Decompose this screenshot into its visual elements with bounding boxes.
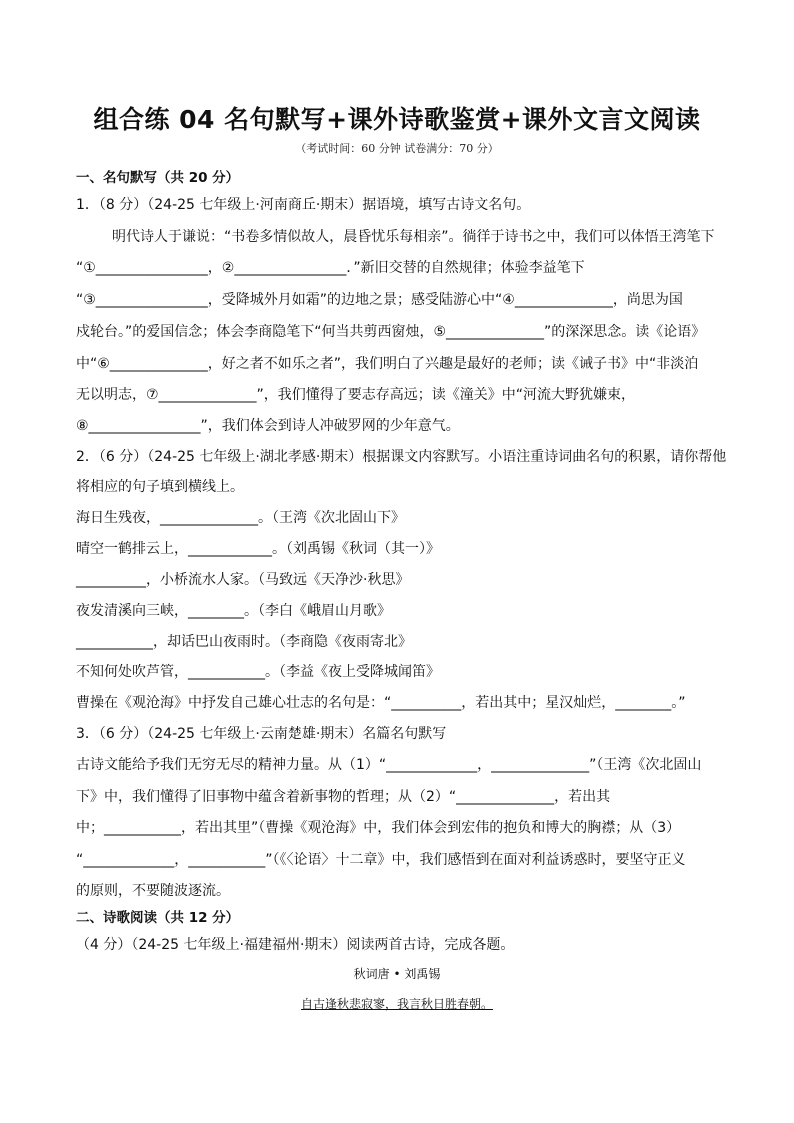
fill-in-line: 曹操在《观沧海》中抒发自己雄心壮志的名句是：“__________，若出其中；星汉灿烂，________。” [76, 695, 686, 711]
question-stem: 3．（6 分）（24-25 七年级上·云南楚雄·期末）名篇名句默写 [76, 726, 447, 742]
question-text-line: “_____________，___________”（《〈论语〉十二章》中，我们感悟到在面对利益诱惑时，要坚守正义 [76, 852, 686, 868]
question-text-line: 中；___________，若出其里”（曹操《观沧海》中，我们体会到宏伟的抱负和博大的胸襟；从（3） [76, 820, 681, 836]
fill-in-line: 不知何处吹芦管，___________。（李益《夜上受降城闻笛》 [76, 664, 440, 680]
question-stem: （4 分）（24-25 七年级上·福建福州·期末）阅读两首古诗，完成各题。 [76, 937, 515, 953]
page-title: 组合练 04 名句默写+课外诗歌鉴赏+课外文言文阅读 [93, 105, 701, 134]
section-heading: 一、名句默写（共 20 分） [76, 170, 240, 186]
question-text-line: 戍轮台。”的爱国信念；体会李商隐笔下“何当共剪西窗烛，⑤______________”的深深思念。读《论语》 [76, 324, 706, 340]
poem-line-text: 自古逢秋悲寂寥，我言秋日胜春朝。 [300, 997, 493, 1011]
question-text-line: 古诗文能给予我们无穷无尽的精神力量。从（1）“_____________，______________”（王湾《次北固山 [76, 757, 702, 773]
question-text-line: 中“⑥______________，好之者不如乐之者”，我们明白了兴趣是最好的老师；读《诫子书》中“非淡泊 [76, 356, 699, 372]
question-stem: 2．（6 分）（24-25 七年级上·湖北孝感·期末）根据课文内容默写。小语注重诗词曲名句的积累，请你帮他 [76, 449, 727, 465]
poem-line [0, 995, 794, 1012]
fill-in-line: 海日生残夜，______________。（王湾《次北固山下》 [76, 510, 405, 526]
fill-in-line: __________，小桥流水人家。（马致远《天净沙·秋思》 [76, 572, 410, 588]
question-text-line: 无以明志，⑦______________”，我们懂得了要志存高远；读《潼关》中“河流大野犹嫌束， [76, 387, 636, 403]
fill-in-line: ___________，却话巴山夜雨时。（李商隐《夜雨寄北》 [76, 634, 412, 650]
fill-in-line: 夜发清溪向三峡，________。（李白《峨眉山月歌》 [76, 603, 391, 619]
fill-in-line: 晴空一鹤排云上，____________。（刘禹锡《秋词（其一）》 [76, 541, 440, 557]
question-text-line: 的原则，不要随波逐流。 [76, 883, 230, 899]
section-heading: 二、诗歌阅读（共 12 分） [76, 910, 240, 926]
question-stem: 1．（8 分）（24-25 七年级上·河南商丘·期末）据语境，填写古诗文名句。 [76, 197, 531, 213]
exam-info: （考试时间：60 分钟 试卷满分：70 分） [295, 142, 499, 155]
question-text-line: 明代诗人于谦说：“书卷多情似故人，晨昏忧乐每相亲”。徜徉于诗书之中，我们可以体悟王湾笔下 [112, 229, 715, 245]
question-text-line: 下》中，我们懂得了旧事物中蕴含着新事物的哲理；从（2）“______________，若出其 [76, 789, 611, 805]
question-text-line: “③________________，受降城外月如霜”的边地之景；感受陆游心中“④______________，尚思为国 [76, 292, 683, 308]
question-text-line: “①________________，②________________．”新旧交替的自然规律；体验李益笔下 [76, 260, 585, 276]
question-stem: 将相应的句子填到横线上。 [76, 479, 244, 495]
question-text-line: ⑧________________”，我们体会到诗人冲破罗网的少年意气。 [76, 418, 460, 434]
poem-title: 秋词唐 • 刘禹锡 [353, 967, 441, 981]
